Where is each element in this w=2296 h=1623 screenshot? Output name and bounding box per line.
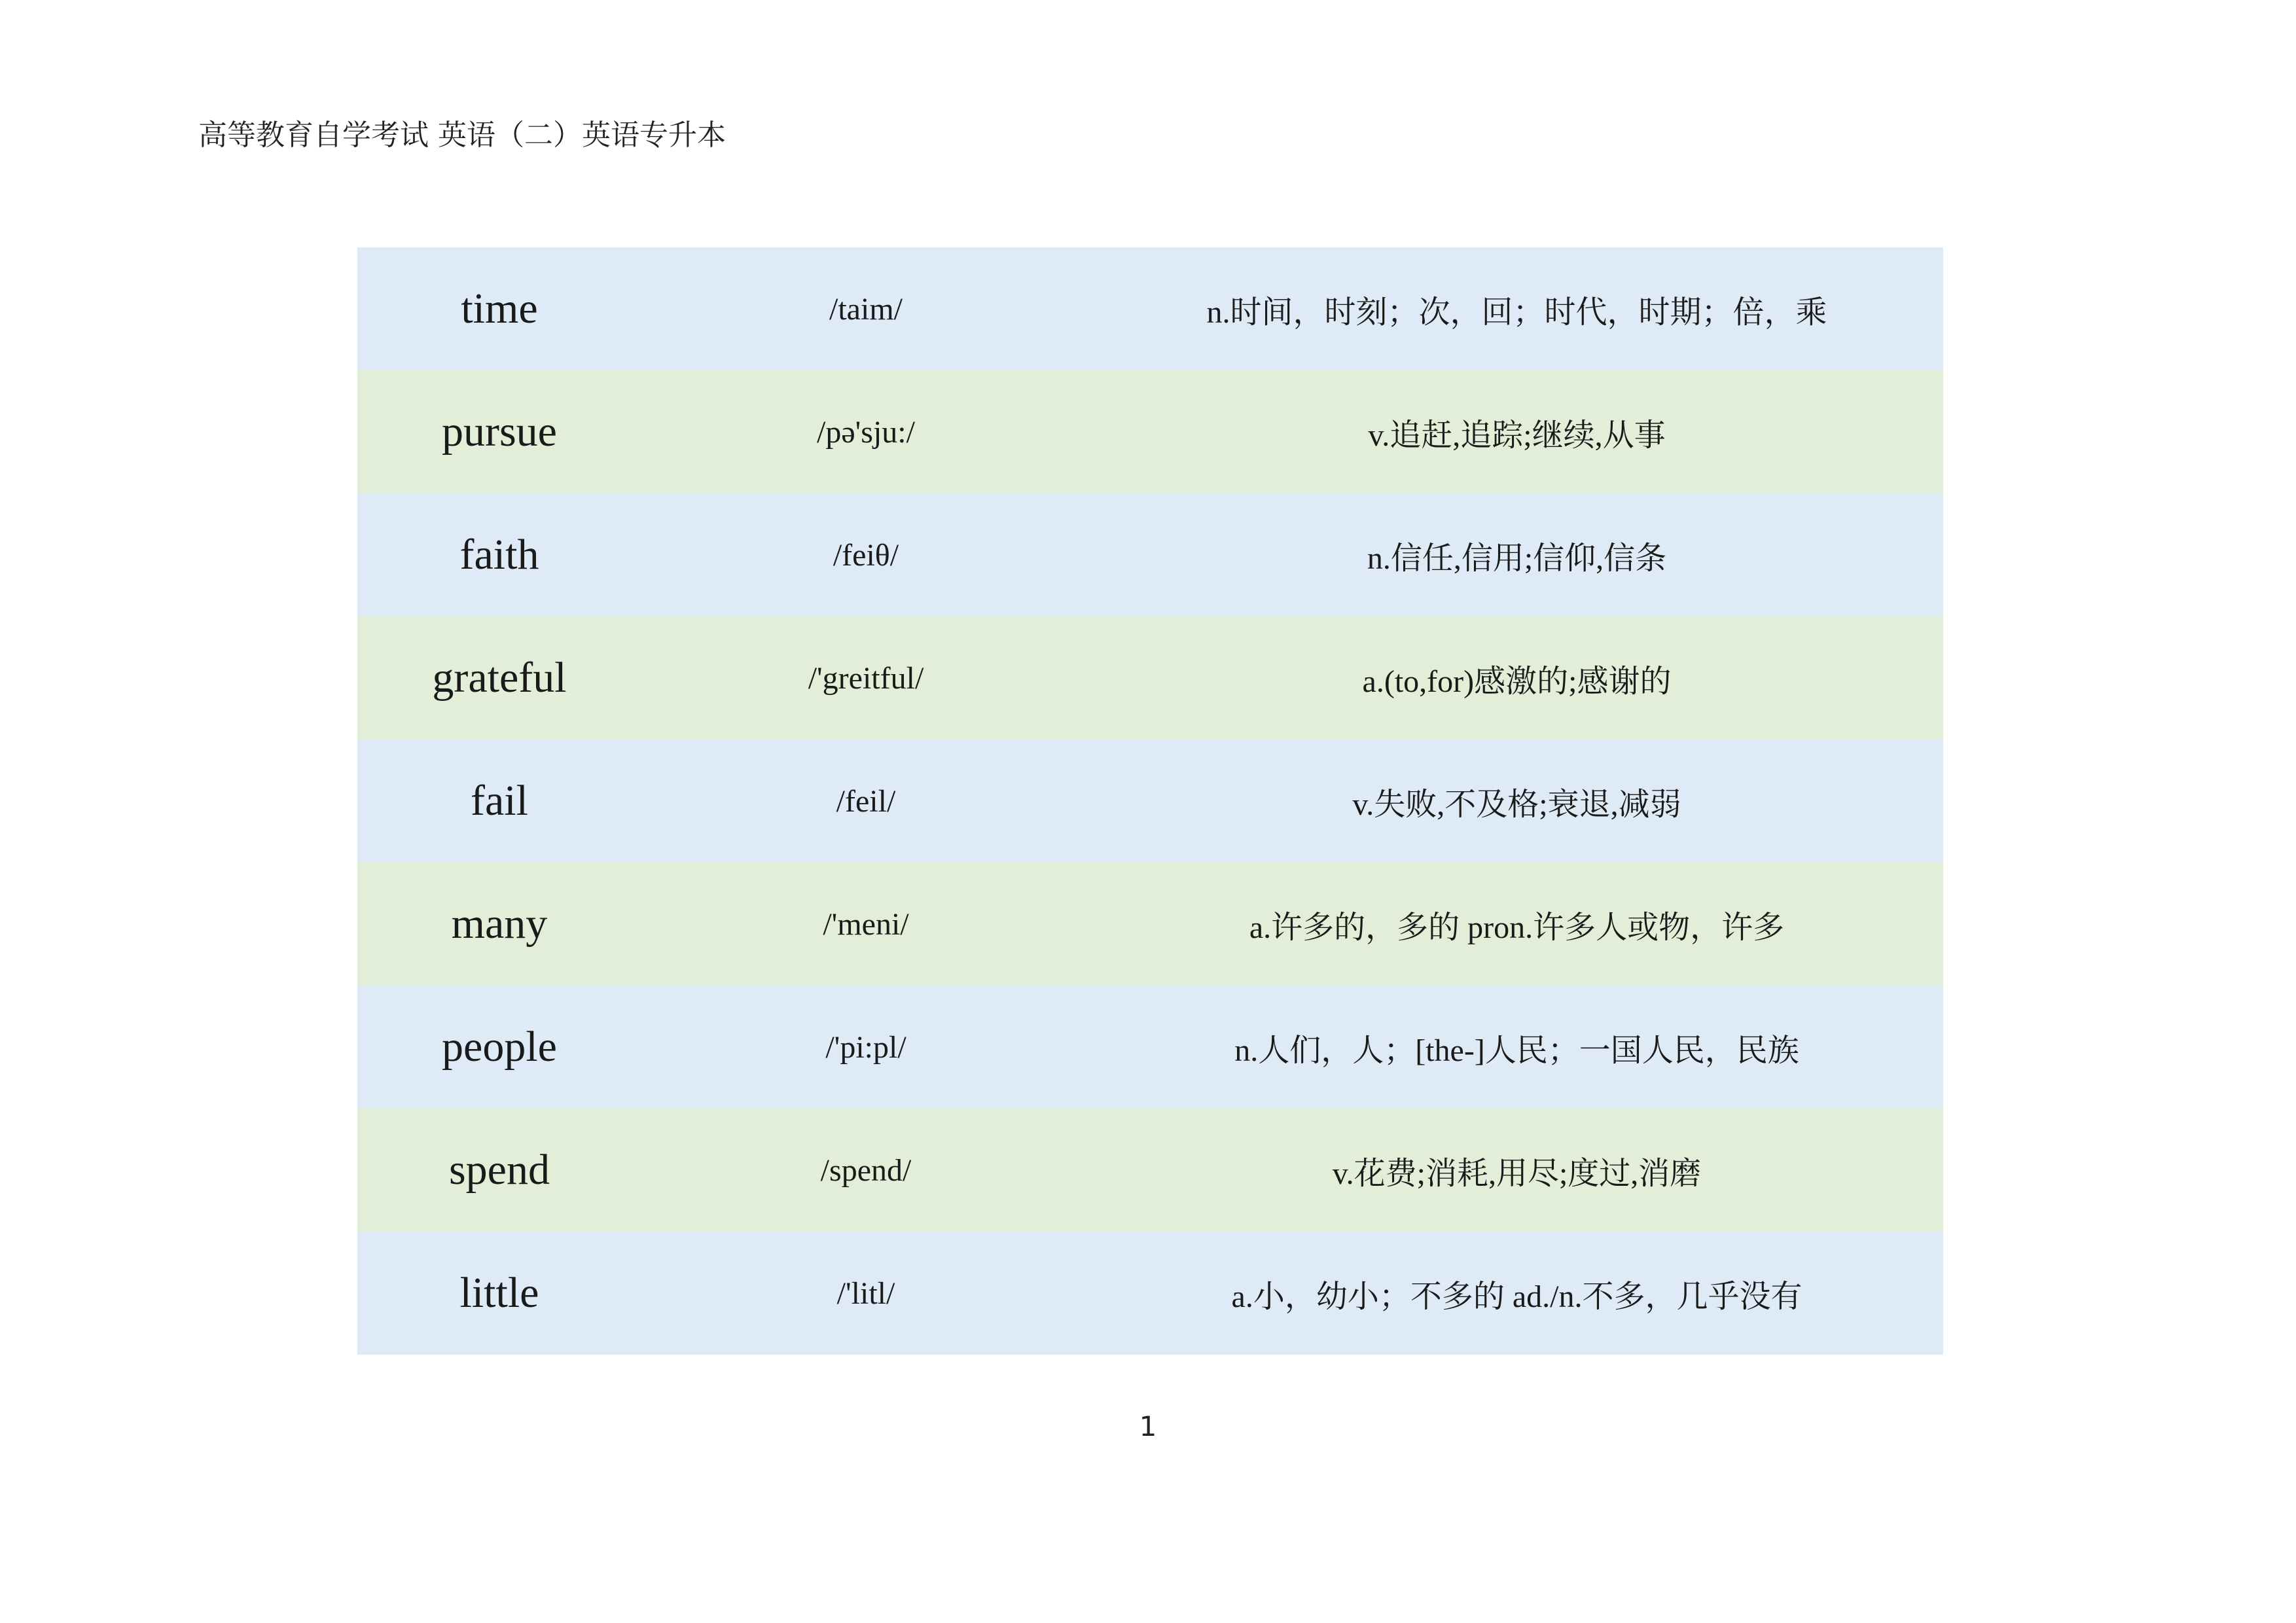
meaning-cell: n.信任,信用;信仰,信条	[1367, 541, 1667, 576]
word-cell: people	[442, 1023, 557, 1071]
table-row	[357, 247, 1943, 370]
table-row	[357, 1232, 1943, 1355]
phonetic-cell: /'litl/	[836, 1275, 895, 1311]
meaning-cell: v.失败,不及格;衰退,减弱	[1352, 787, 1681, 822]
word-cell: grateful	[432, 654, 567, 702]
word-cell: many	[451, 900, 548, 948]
page-header-title: 高等教育自学考试 英语（二）英语专升本	[198, 118, 726, 152]
table-row	[357, 1109, 1943, 1232]
phonetic-cell: /'greitful/	[808, 660, 924, 696]
meaning-cell: n.人们，人；[the-]人民；一国人民，民族	[1234, 1033, 1799, 1068]
meaning-cell: a.(to,for)感激的;感谢的	[1362, 664, 1672, 699]
table-row	[357, 493, 1943, 616]
word-cell: pursue	[442, 408, 557, 455]
meaning-cell: a.小，幼小；不多的 ad./n.不多，几乎没有	[1231, 1279, 1803, 1314]
phonetic-cell: /taim/	[829, 291, 903, 327]
table-row	[357, 986, 1943, 1109]
word-cell: little	[459, 1269, 539, 1317]
word-cell: fail	[471, 777, 528, 825]
word-cell: time	[461, 285, 538, 332]
phonetic-cell: /feil/	[836, 783, 896, 819]
vocabulary-table	[357, 247, 1943, 1355]
phonetic-cell: /feiθ/	[833, 537, 899, 573]
word-cell: faith	[459, 531, 539, 579]
word-cell: spend	[449, 1146, 550, 1194]
meaning-cell: v.追赶,追踪;继续,从事	[1368, 418, 1666, 453]
phonetic-cell: /spend/	[820, 1152, 912, 1188]
phonetic-cell: /'pi:pl/	[825, 1029, 906, 1065]
meaning-cell: n.时间，时刻；次，回；时代，时期；倍，乘	[1206, 294, 1827, 330]
meaning-cell: a.许多的，多的 pron.许多人或物，许多	[1249, 910, 1785, 945]
meaning-cell: v.花费;消耗,用尽;度过,消磨	[1332, 1156, 1702, 1191]
table-row	[357, 740, 1943, 863]
phonetic-cell: /'meni/	[823, 906, 909, 942]
table-row	[357, 863, 1943, 986]
table-row	[357, 616, 1943, 740]
page-number: 1	[1139, 1410, 1157, 1442]
table-row	[357, 370, 1943, 493]
phonetic-cell: /pə'sju:/	[817, 414, 915, 450]
